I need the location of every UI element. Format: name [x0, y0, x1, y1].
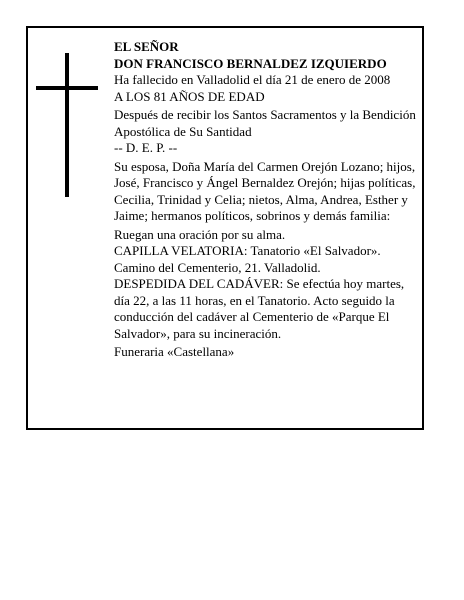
- title-line-1: EL SEÑOR: [114, 39, 179, 54]
- funeral-home: Funeraria «Castellana»: [114, 344, 235, 359]
- rip-line: -- D. E. P. --: [114, 140, 178, 155]
- cross-horizontal-bar: [36, 86, 98, 90]
- age-statement: A LOS 81 AÑOS DE EDAD: [114, 88, 265, 104]
- sacraments-statement: Después de recibir los Santos Sacramentos y la Bendición Apostólica de Su Santidad: [114, 107, 416, 139]
- chapel-info: CAPILLA VELATORIA: Tanatorio «El Salvador». Camino del Cementerio, 21. Valladolid.: [114, 243, 381, 275]
- family-list: Su esposa, Doña María del Carmen Orejón Lozano; hijos, José, Francisco y Ángel Bernaldez Orejón; hijas políticas, Cecilia, Trinidad y Celia; nietos, Alma, Andrea, Esther y Jaime; hermanos políticos, sobrinos y demás familia:: [114, 158, 416, 223]
- deceased-name: DON FRANCISCO BERNALDEZ IZQUIERDO: [114, 55, 387, 71]
- cross-vertical-bar: [65, 53, 69, 197]
- death-statement: Ha fallecido en Valladolid el día 21 de enero de 2008: [114, 72, 391, 87]
- cross-icon: [36, 53, 98, 197]
- notice-text: [114, 39, 418, 361]
- farewell-info: DESPEDIDA DEL CADÁVER: Se efectúa hoy martes, día 22, a las 11 horas, en el Tanatorio. Acto seguido la conducción del cadáver al Cementerio de «Parque El Salvador», para su incineración.: [114, 276, 405, 341]
- prayer-request: Ruegan una oración por su alma.: [114, 226, 286, 242]
